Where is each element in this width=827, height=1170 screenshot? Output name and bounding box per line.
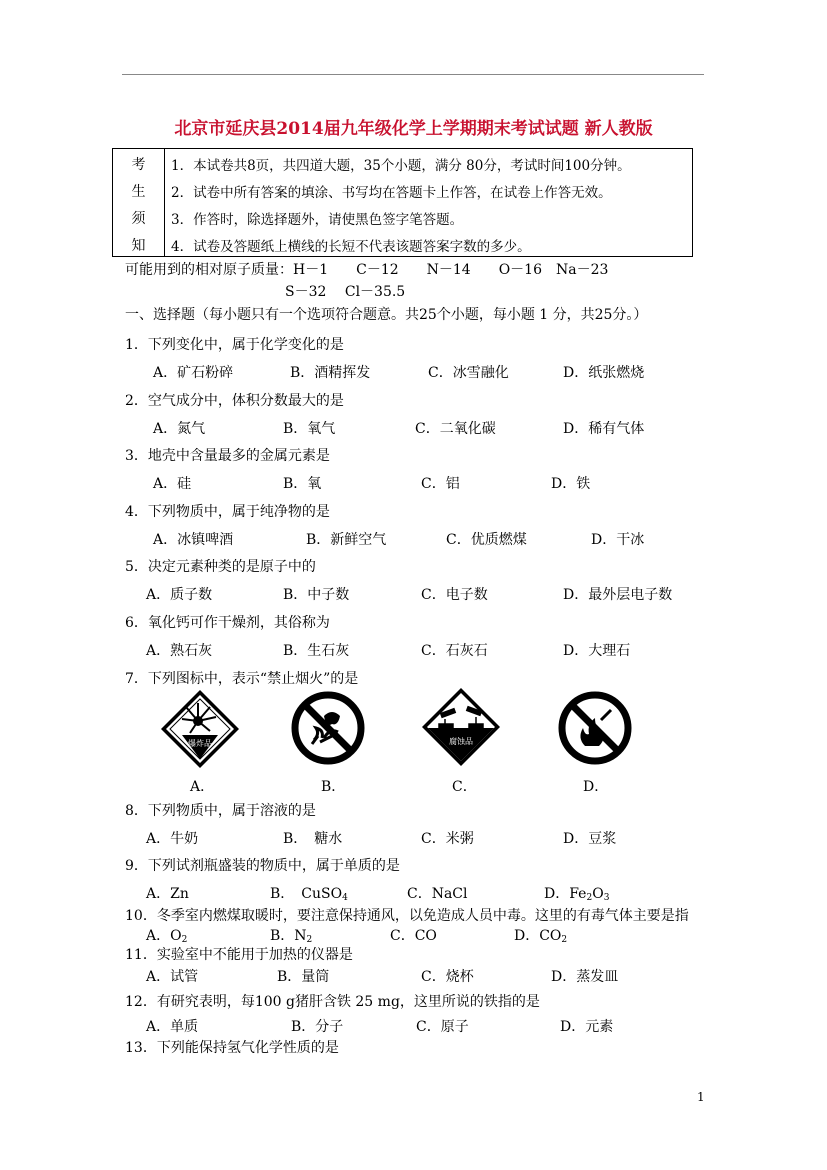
option-c: C．电子数 <box>421 587 488 603</box>
option-a: A．单质 <box>146 1019 199 1035</box>
subscript: 2 <box>306 935 313 945</box>
subscript: 4 <box>342 893 348 903</box>
formula-text: B． CuSO <box>270 886 343 902</box>
notice-label-char: 生 <box>131 184 146 200</box>
option-c: C．米粥 <box>421 831 474 847</box>
option-b: B．酒精挥发 <box>290 365 371 381</box>
option-a: A．试管 <box>146 969 199 985</box>
atomic-masses-line: S－32 Cl－35.5 <box>285 284 406 300</box>
question-stem: 7．下列图标中，表示“禁止烟火”的是 <box>125 671 359 687</box>
question-stem: 3．地壳中含量最多的金属元素是 <box>125 448 330 464</box>
option-d: D．稀有气体 <box>563 421 645 437</box>
formula-text: B．N <box>270 928 307 944</box>
explosive-hazard-icon <box>160 689 240 769</box>
option-d: D．大理石 <box>563 643 631 659</box>
option-d <box>514 925 567 945</box>
option-b <box>270 925 312 945</box>
option-b: B．量筒 <box>277 969 330 985</box>
notice-line: 3．作答时，除选择题外，请使黑色签字笔答题。 <box>171 212 464 228</box>
hazard-label: 爆炸品 <box>188 739 212 748</box>
option-a: A．硅 <box>153 476 192 492</box>
option-d: D．最外层电子数 <box>563 587 673 603</box>
notice-line: 4．试卷及答题纸上横线的长短不代表该题答案字数的多少。 <box>171 239 531 255</box>
option-b: B．分子 <box>291 1019 344 1035</box>
option-b <box>270 883 348 903</box>
question-stem: 6．氧化钙可作干燥剂，其俗称为 <box>125 615 330 631</box>
option-d: D．铁 <box>551 476 591 492</box>
question-stem: 11．实验室中不能用于加热的仪器是 <box>125 947 353 963</box>
question-stem: 12．有研究表明，每100 g猪肝含铁 25 mg，这里所说的铁指的是 <box>125 994 540 1010</box>
formula-text: D．Fe <box>544 886 587 902</box>
option-a <box>146 925 187 945</box>
option-c: C．二氧化碳 <box>415 421 496 437</box>
option-a: A．质子数 <box>146 587 213 603</box>
option-b: B． 糖水 <box>283 831 343 847</box>
option-b: B．新鲜空气 <box>306 532 387 548</box>
option-a: A． <box>190 779 215 795</box>
formula-text: O <box>592 886 604 902</box>
section-heading: 一、选择题（每小题只有一个选项符合题意。共25个小题，每小题 1 分，共25分。） <box>125 307 648 323</box>
option-d: D．干冰 <box>591 532 645 548</box>
question-stem: 5．决定元素种类的是原子中的 <box>125 559 316 575</box>
option-c: C． <box>452 779 477 795</box>
option-c: C．烧杯 <box>421 969 474 985</box>
formula-text: D．CO <box>514 928 562 944</box>
header-rule <box>122 74 704 75</box>
atomic-masses-line: 可能用到的相对原子质量：H－1 C－12 N－14 O－16 Na－23 <box>125 262 609 278</box>
option-c: C．原子 <box>416 1019 469 1035</box>
question-stem: 13．下列能保持氢气化学性质的是 <box>125 1040 339 1056</box>
question-stem: 9．下列试剂瓶盛装的物质中，属于单质的是 <box>125 858 400 874</box>
subscript: 2 <box>586 893 593 903</box>
hazard-label: 腐蚀品 <box>449 737 473 746</box>
option-d: D．元素 <box>560 1019 614 1035</box>
corrosive-hazard-icon <box>421 687 501 767</box>
notice-label-char: 须 <box>131 211 146 227</box>
option-a: A．冰镇啤酒 <box>153 532 234 548</box>
option-b: B．中子数 <box>283 587 350 603</box>
option-c: C．NaCl <box>407 886 468 902</box>
option-b: B．氧 <box>283 476 322 492</box>
option-d: D．纸张燃烧 <box>563 365 645 381</box>
subscript: 2 <box>561 935 568 945</box>
page-number: 1 <box>697 1090 705 1104</box>
exam-notice-box <box>112 148 693 257</box>
question-stem: 4．下列物质中，属于纯净物的是 <box>125 504 330 520</box>
document-title: 北京市延庆县2014届九年级化学上学期期末考试试题 新人教版 <box>174 119 653 139</box>
notice-label-char: 考 <box>131 157 146 173</box>
subscript: 2 <box>181 935 188 945</box>
subscript: 3 <box>603 893 610 903</box>
option-c: C．CO <box>390 928 437 944</box>
option-b: B． <box>321 779 346 795</box>
question-stem: 2．空气成分中，体积分数最大的是 <box>125 393 344 409</box>
option-b: B．生石灰 <box>283 643 350 659</box>
notice-line: 1．本试卷共8页，共四道大题，35个小题，满分 80分，考试时间100分钟。 <box>171 158 631 174</box>
formula-text: A．O <box>146 928 182 944</box>
option-a: A．矿石粉碎 <box>153 365 234 381</box>
no-matches-icon <box>290 690 366 766</box>
notice-label-char: 知 <box>131 238 146 254</box>
option-d: D．蒸发皿 <box>551 969 619 985</box>
option-b: B．氧气 <box>283 421 336 437</box>
option-c: C．优质燃煤 <box>446 532 527 548</box>
option-d: D． <box>583 779 609 795</box>
option-c: C．铝 <box>421 476 460 492</box>
option-d: D．豆浆 <box>563 831 617 847</box>
no-fire-icon <box>557 690 633 766</box>
option-a: A．熟石灰 <box>146 643 213 659</box>
option-c: C．石灰石 <box>421 643 488 659</box>
notice-line: 2．试卷中所有答案的填涂、书写均在答题卡上作答，在试卷上作答无效。 <box>171 185 612 201</box>
option-d <box>544 883 609 903</box>
question-stem: 8．下列物质中，属于溶液的是 <box>125 803 316 819</box>
option-a: A．牛奶 <box>146 831 199 847</box>
question-stem: 10．冬季室内燃煤取暖时，要注意保持通风，以免造成人员中毒。这里的有毒气体主要是指 <box>125 908 689 924</box>
question-stem: 1．下列变化中，属于化学变化的是 <box>125 337 344 353</box>
option-c: C．冰雪融化 <box>428 365 509 381</box>
option-a: A．Zn <box>146 886 189 902</box>
option-a: A．氮气 <box>153 421 206 437</box>
